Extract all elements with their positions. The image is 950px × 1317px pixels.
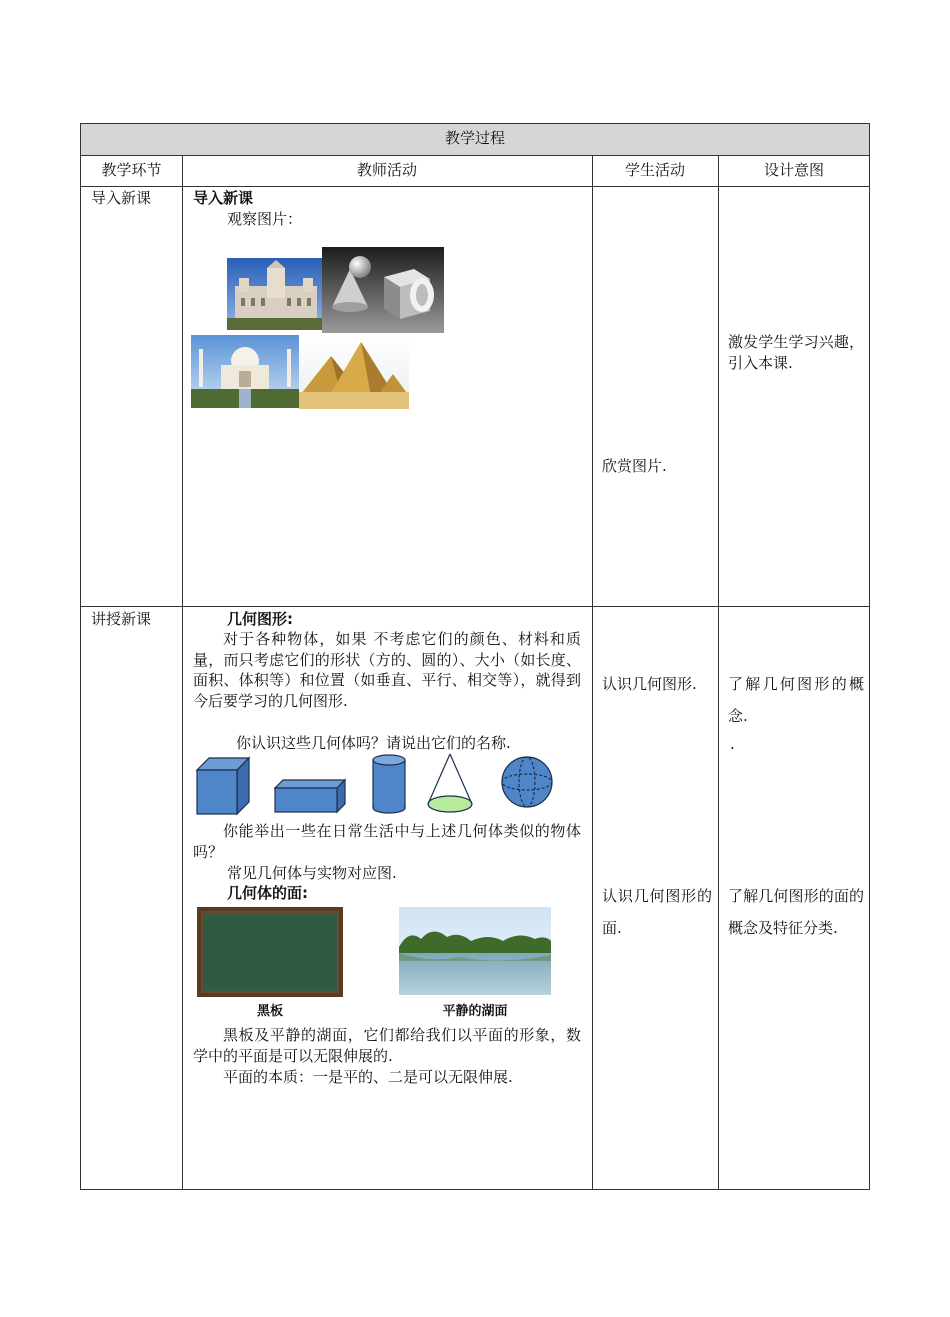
cone-icon: [428, 754, 472, 812]
intent-faces: 了解几何图形的面的概念及特征分类.: [728, 887, 864, 937]
lake-caption: 平静的湖面: [442, 1004, 508, 1019]
header-stage: 教学环节: [101, 161, 162, 179]
header-teacher: 教师活动: [356, 161, 417, 179]
plane-description: 黑板及平静的湖面，它们都给我们以平面的形象，数学中的平面是可以无限伸展的.: [193, 1026, 581, 1065]
stage-intro: 导入新课: [91, 189, 152, 207]
student-appreciate: 欣赏图片.: [602, 457, 667, 475]
cuboid-icon: [275, 780, 345, 812]
col-divider: [718, 155, 719, 1190]
stage-teaching: 讲授新课: [91, 610, 152, 628]
faces-heading: 几何体的面:: [227, 884, 308, 902]
intent-intro: 激发学生学习兴趣，引入本课.: [728, 333, 864, 372]
question-solids: 你认识这些几何体吗？请说出它们的名称.: [236, 734, 511, 752]
table-title: 教学过程: [81, 124, 869, 155]
observe-text: 观察图片：: [227, 210, 303, 228]
sphere-icon: [502, 757, 552, 807]
col-divider: [182, 155, 183, 1190]
solids-image: [322, 247, 444, 333]
correspondence-text: 常见几何体与实物对应图.: [227, 864, 397, 882]
col-divider: [592, 155, 593, 1190]
palace-image: [227, 258, 325, 330]
student-recognize: 认识几何图形.: [602, 675, 697, 693]
geometry-heading: 几何图形:: [227, 610, 293, 628]
header-intent: 设计意图: [763, 161, 824, 179]
plane-essence: 平面的本质：一是平的、二是可以无限伸展.: [223, 1068, 513, 1086]
blackboard-caption: 黑板: [256, 1004, 283, 1019]
row-divider: [81, 606, 869, 607]
teaching-process-table: [80, 123, 870, 1190]
intent-dot: .: [730, 735, 735, 753]
blackboard-image: [197, 907, 343, 997]
intro-heading: 导入新课: [193, 189, 254, 207]
solids-illustration: [191, 752, 561, 816]
geometry-definition: 对于各种物体，如果 不考虑它们的颜色、材料和质量，而只考虑它们的形状（方的、圆的）、大小（如长度、面积、体积等）和位置（如垂直、平行、相交等），就得到今后要学习的几何图形.: [193, 630, 581, 710]
daily-objects-question: 你能举出一些在日常生活中与上述几何体类似的物体吗？: [193, 822, 581, 861]
lake-image: [399, 907, 551, 995]
student-recognize-faces: 认识几何图形的面.: [602, 887, 712, 937]
header-student: 学生活动: [624, 161, 685, 179]
taj-mahal-image: [191, 335, 299, 408]
intent-concept: 了解几何图形的概念.: [728, 675, 864, 725]
row-divider: [81, 186, 869, 187]
pyramids-image: [299, 334, 409, 409]
cube-icon: [197, 758, 249, 814]
cylinder-icon: [373, 755, 405, 813]
